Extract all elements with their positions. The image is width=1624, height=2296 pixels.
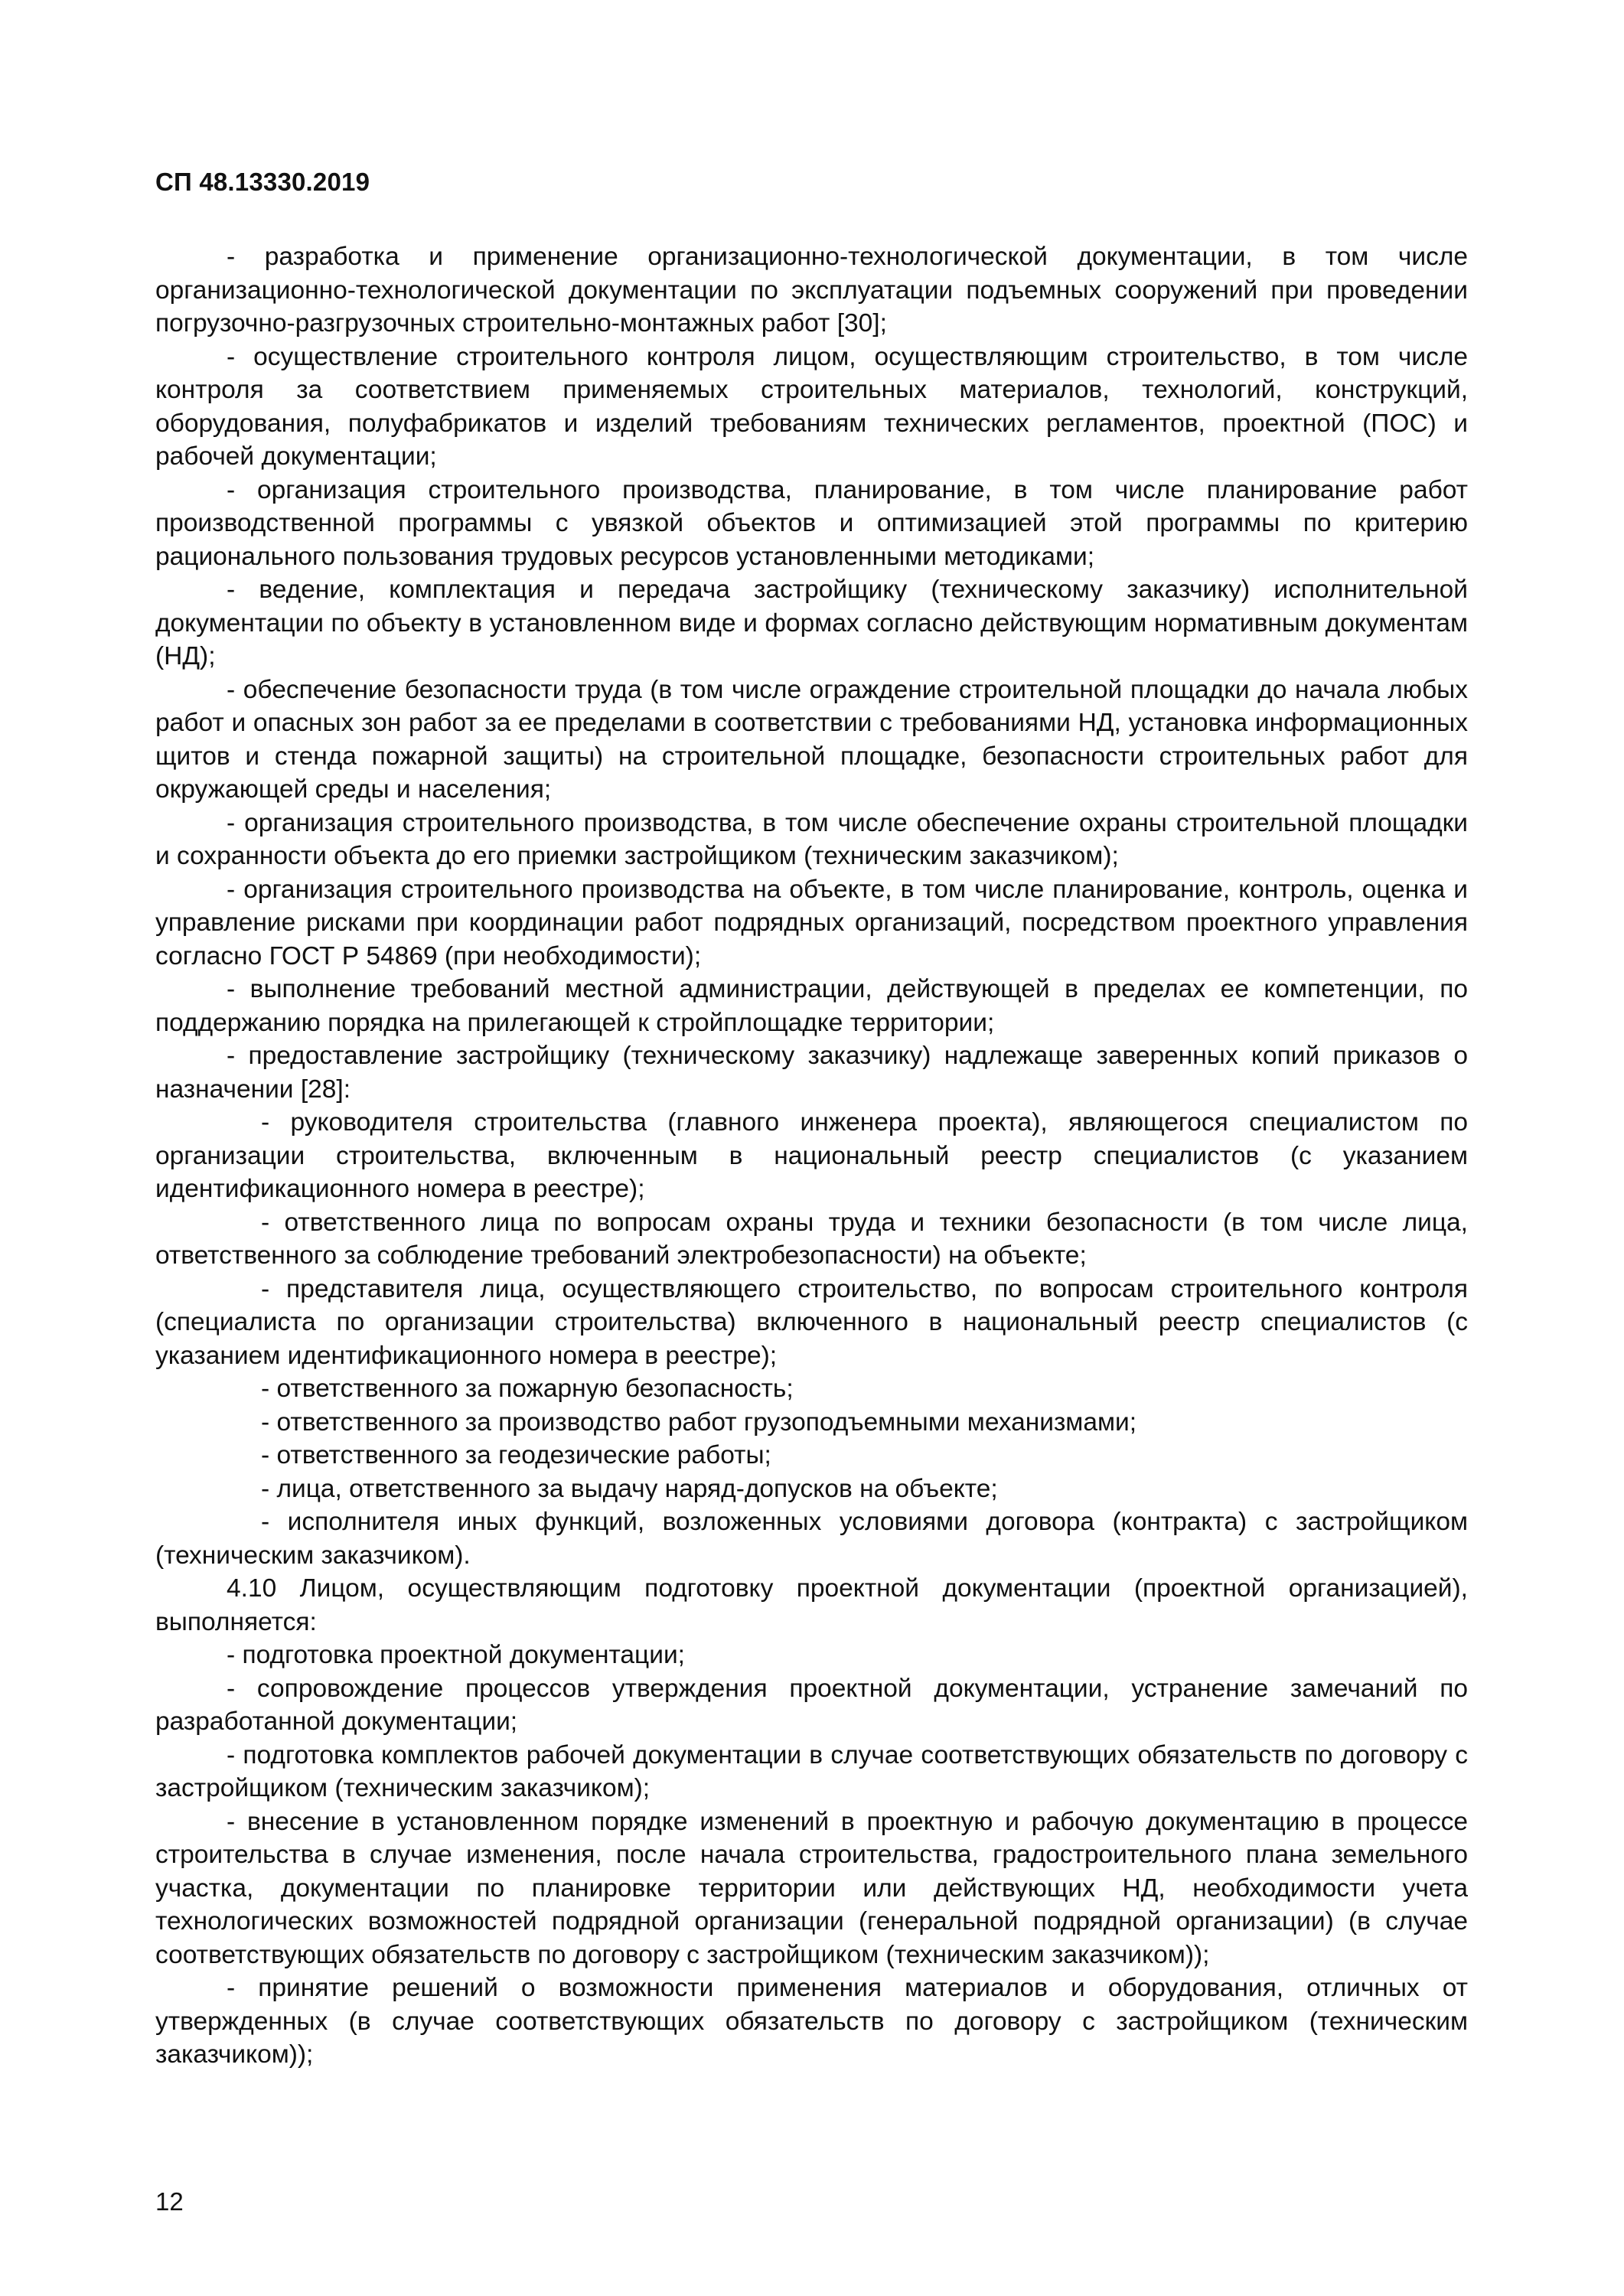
sub-list-item: - исполнителя иных функций, возложенных условиями договора (контракта) с застройщиком (техническим заказчиком).: [155, 1508, 1468, 1570]
list-item: - предоставление застройщику (техническому заказчику) надлежаще заверенных копий приказов о назначении [28]:: [155, 1042, 1468, 1104]
sub-list-item: - представителя лица, осуществляющего строительство, по вопросам строительного контроля (специалиста по организации строительства) включенного в национальный реестр специалистов (с указанием идентификационного номера в реестре);: [155, 1274, 1468, 1370]
page-number: 12: [155, 2187, 184, 2216]
list-item: - подготовка проектной документации;: [227, 1641, 685, 1669]
document-code-header: СП 48.13330.2019: [155, 168, 370, 196]
document-body: [155, 240, 1468, 2072]
list-item: - разработка и применение организационно-технологической документации, в том числе организационно-технологической документации по эксплуатации подъемных сооружений при проведении погрузочно-разгрузочных строительно-монтажных работ [30];: [155, 243, 1468, 338]
sub-list-item: - ответственного лица по вопросам охраны труда и техники безопасности (в том числе лица, ответственного за соблюдение требований электробезопасности) на объекте;: [155, 1208, 1468, 1270]
list-item: - осуществление строительного контроля лицом, осуществляющим строительство, в том числе контроля за соответствием применяемых строительных материалов, технологий, конструкций, оборудования, полуфабрикатов и изделий требованиям технических регламентов, проектной (ПОС) и рабочей документации;: [155, 342, 1468, 471]
sub-list-item: - лица, ответственного за выдачу наряд-допусков на объекте;: [261, 1474, 998, 1503]
list-item: - подготовка комплектов рабочей документации в случае соответствующих обязательств по договору с застройщиком (техническим заказчиком);: [155, 1740, 1468, 1802]
sub-list-item: - руководителя строительства (главного инженера проекта), являющегося специалистом по организации строительства, включенным в национальный реестр специалистов (с указанием идентификационного номера в реестре);: [155, 1108, 1468, 1203]
list-item: - сопровождение процессов утверждения проектной документации, устранение замечаний по разработанной документации;: [155, 1674, 1468, 1736]
list-item: - обеспечение безопасности труда (в том числе ограждение строительной площадки до начала любых работ и опасных зон работ за ее пределами в соответствии с требованиями НД, установка информационных щитов и стенда пожарной защиты) на строительной площадке, безопасности строительных работ для окружающей среды и населения;: [155, 675, 1468, 804]
list-item: - внесение в установленном порядке изменений в проектную и рабочую документацию в процессе строительства в случае изменения, после начала строительства, градостроительного плана земельного участка, документации по планировке территории или действующих НД, необходимости учета технологических возможностей подрядной организации (генеральной подрядной организации) (в случае соответствующих обязательств по договору с застройщиком (техническим заказчиком));: [155, 1807, 1468, 1969]
sub-list-item: - ответственного за геодезические работы;: [261, 1441, 771, 1469]
list-item: - организация строительного производства, в том числе обеспечение охраны строительной площадки и сохранности объекта до его приемки застройщиком (техническим заказчиком);: [155, 808, 1468, 870]
list-item: - выполнение требований местной администрации, действующей в пределах ее компетенции, по поддержанию порядка на прилегающей к стройплощадке территории;: [155, 975, 1468, 1037]
list-item: - организация строительного производства на объекте, в том числе планирование, контроль, оценка и управление рисками при координации работ подрядных организаций, посредством проектного управления согласно ГОСТ Р 54869 (при необходимости);: [155, 875, 1468, 970]
sub-list-item: - ответственного за пожарную безопасность;: [261, 1375, 794, 1403]
section-paragraph: 4.10 Лицом, осуществляющим подготовку проектной документации (проектной организацией), выполняется:: [155, 1574, 1468, 1636]
list-item: - ведение, комплектация и передача застройщику (техническому заказчику) исполнительной документации по объекту в установленном виде и формах согласно действующим нормативным документам (НД);: [155, 576, 1468, 670]
list-item: - организация строительного производства, планирование, в том числе планирование работ производственной программы с увязкой объектов и оптимизацией этой программы по критерию рационального пользования трудовых ресурсов установленными методиками;: [155, 475, 1468, 571]
list-item: - принятие решений о возможности применения материалов и оборудования, отличных от утвержденных (в случае соответствующих обязательств по договору с застройщиком (техническим заказчиком));: [155, 1974, 1468, 2069]
sub-list-item: - ответственного за производство работ грузоподъемными механизмами;: [261, 1407, 1137, 1437]
